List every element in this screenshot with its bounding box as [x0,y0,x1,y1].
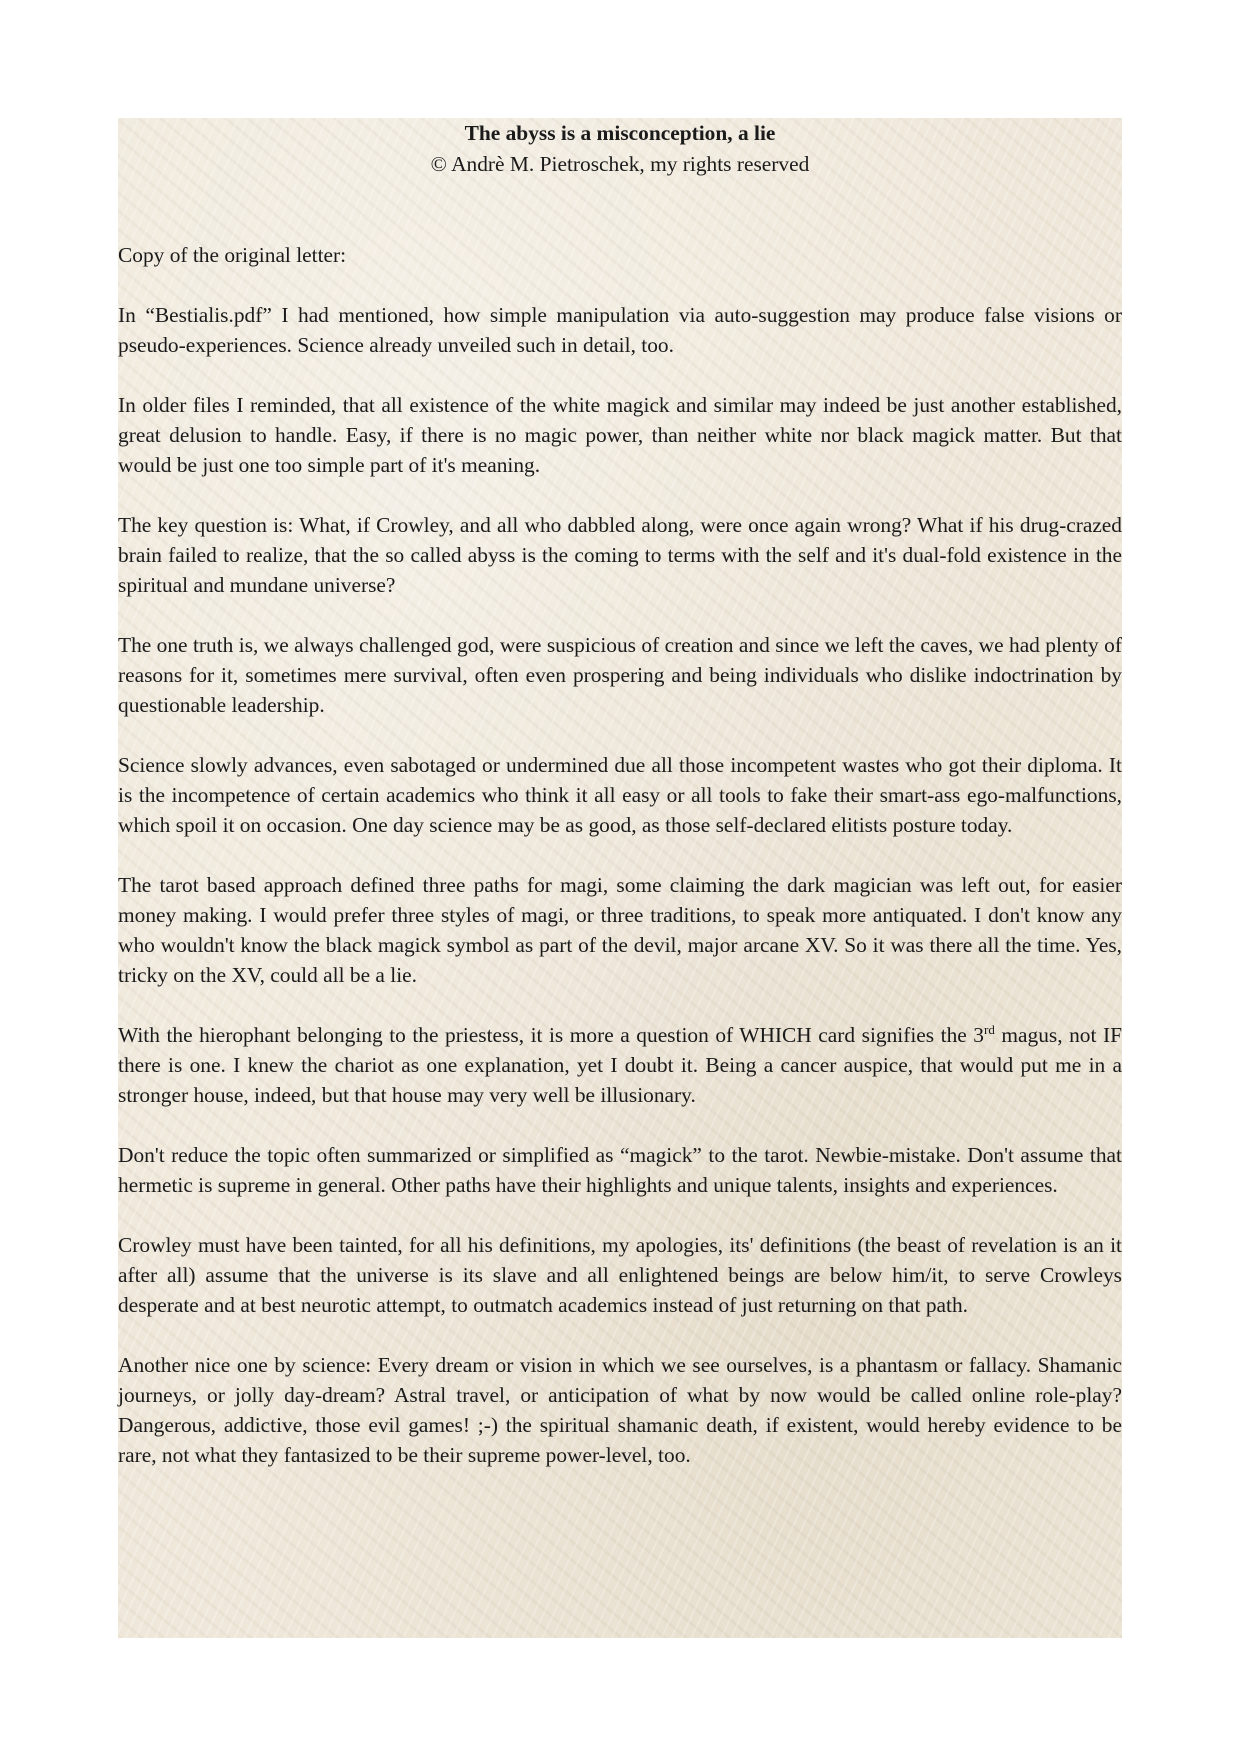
ordinal-superscript: rd [984,1021,995,1037]
intro-line: Copy of the original letter: [118,243,347,267]
document-body [118,118,1122,1470]
paragraph-text: magus, not IF there is one. I knew the chariot as one explanation, yet I doubt it. Being a cancer auspice, that would put me in a stronger house, indeed, but that house may very well be illusionary. [118,1023,1123,1107]
paragraph-hierophant [118,1020,1122,1110]
paragraph: Don't reduce the topic often summarized or simplified as “magick” to the tarot. Newbie-mistake. Don't assume that hermetic is supreme in general. Other paths have their highlights and unique talents, insights and experiences. [118,1143,1122,1197]
paragraph: The tarot based approach defined three paths for magi, some claiming the dark magician was left out, for easier money making. I would prefer three styles of magi, or three traditions, to speak more antiquated. I don't know any who wouldn't know the black magick symbol as part of the devil, major arcane XV. So it was there all the time. Yes, tricky on the XV, could all be a lie. [118,873,1122,987]
paragraph: The key question is: What, if Crowley, and all who dabbled along, were once again wrong? What if his drug-crazed brain failed to realize, that the so called abyss is the coming to terms with the self and it's dual-fold existence in the spiritual and mundane universe? [118,513,1122,597]
copyright-line: © Andrè M. Pietroschek, my rights reserved [430,152,810,176]
paragraph: Another nice one by science: Every dream or vision in which we see ourselves, is a phantasm or fallacy. Shamanic journeys, or jolly day-dream? Astral travel, or anticipation of what by now would be called online role-play? Dangerous, addictive, those evil games! ;-) the spiritual shamanic death, if existent, would hereby evidence to be rare, not what they fantasized to be their supreme power-level, too. [118,1353,1122,1467]
paragraph-text: With the hierophant belonging to the priestess, it is more a question of WHICH card signifies the 3 [118,1023,985,1047]
paragraph: The one truth is, we always challenged god, were suspicious of creation and since we left the caves, we had plenty of reasons for it, sometimes mere survival, often even prospering and being individuals who dislike indoctrination by questionable leadership. [118,633,1122,717]
paragraph: In older files I reminded, that all existence of the white magick and similar may indeed be just another established, great delusion to handle. Easy, if there is no magic power, than neither white nor black magick matter. But that would be just one too simple part of it's meaning. [118,393,1122,477]
paragraph: In “Bestialis.pdf” I had mentioned, how simple manipulation via auto-suggestion may produce false visions or pseudo-experiences. Science already unveiled such in detail, too. [118,303,1122,357]
paragraph: Crowley must have been tainted, for all his definitions, my apologies, its' definitions (the beast of revelation is an it after all) assume that the universe is its slave and all enlightened beings are below him/it, to serve Crowleys desperate and at best neurotic attempt, to outmatch academics instead of just returning on that path. [118,1233,1122,1317]
paragraph: Science slowly advances, even sabotaged or undermined due all those incompetent wastes who got their diploma. It is the incompetence of certain academics who think it all easy or all tools to fake their smart-ass ego-malfunctions, which spoil it on occasion. One day science may be as good, as those self-declared elitists posture today. [118,753,1122,837]
document-title: The abyss is a misconception, a lie [464,121,776,145]
